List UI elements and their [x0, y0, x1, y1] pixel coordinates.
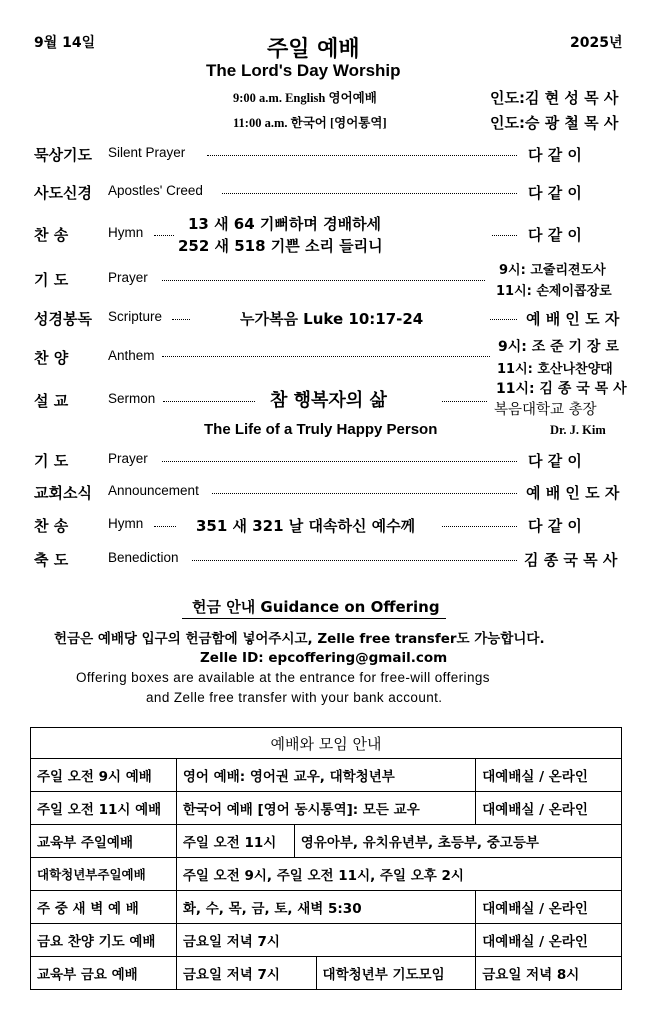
- leader-dots: [442, 401, 487, 402]
- leader-2: 인도:승 광 철 목 사: [490, 114, 619, 132]
- schedule-location: 대예배실 / 온라인: [476, 891, 622, 924]
- leader-dots: [207, 155, 517, 156]
- leader-dots: [492, 235, 517, 236]
- item-responder: 다 같 이: [528, 146, 582, 164]
- item-responder: 다 같 이: [528, 517, 582, 535]
- service-time-1: 9:00 a.m. English 영어예배: [233, 91, 377, 105]
- schedule-name: 금요 찬양 기도 예배: [31, 924, 177, 957]
- table-row: [31, 759, 622, 792]
- item-responder: 11시: 손제이콥장로: [496, 284, 612, 299]
- closing-hymn: 351 새 321 날 대속하신 예수께: [196, 517, 416, 535]
- item-label-ko: 축 도: [34, 551, 69, 569]
- schedule-name: 교육부 주일예배: [31, 825, 177, 858]
- item-label-ko: 기 도: [34, 452, 69, 470]
- item-label-ko: 사도신경: [34, 184, 92, 202]
- leader-dots: [172, 319, 190, 320]
- schedule-name: 주일 오전 11시 예배: [31, 792, 177, 825]
- schedule-time: 금요일 저녁 7시: [176, 957, 316, 990]
- item-responder: 다 같 이: [528, 184, 582, 202]
- offering-line-3: Offering boxes are available at the entrance for free-will offerings: [76, 670, 490, 685]
- item-label-ko: 교회소식: [34, 484, 92, 502]
- leader-dots: [154, 526, 176, 527]
- service-time-2: 11:00 a.m. 한국어 [영어통역]: [233, 116, 387, 130]
- schedule-time: 금요일 저녁 8시: [476, 957, 622, 990]
- schedule-table: [30, 727, 622, 990]
- item-label-ko: 기 도: [34, 271, 69, 289]
- offering-line-4: and Zelle free transfer with your bank account.: [146, 690, 443, 705]
- leader-dots: [162, 356, 490, 357]
- item-label-en: Silent Prayer: [108, 145, 186, 160]
- offering-title: 헌금 안내 Guidance on Offering: [182, 596, 446, 619]
- table-row: [31, 891, 622, 924]
- item-label-ko: 묵상기도: [34, 146, 92, 164]
- schedule-title: 예배와 모임 안내: [31, 728, 622, 759]
- item-responder: 9시: 고줄리젼도사: [499, 263, 606, 278]
- hymn-line-2: 252 새 518 기쁜 소리 들리니: [178, 237, 383, 255]
- item-responder: 다 같 이: [528, 452, 582, 470]
- item-responder: 9시: 조 준 기 장 로: [498, 339, 619, 355]
- table-row: [31, 924, 622, 957]
- item-responder: 11시: 김 종 국 목 사: [496, 381, 627, 397]
- item-label-en: Hymn: [108, 225, 144, 240]
- schedule-location: 대예배실 / 온라인: [476, 792, 622, 825]
- schedule-detail: 주일 오전 9시, 주일 오전 11시, 주일 오후 2시: [176, 858, 621, 891]
- schedule-detail: 금요일 저녁 7시: [176, 924, 475, 957]
- leader-dots: [222, 193, 517, 194]
- leader-dots: [192, 560, 517, 561]
- date-label: 9월 14일: [34, 35, 96, 51]
- preacher-en: Dr. J. Kim: [550, 423, 606, 437]
- schedule-time: 주일 오전 11시: [176, 825, 294, 858]
- item-responder: 11시: 호산나찬양대: [497, 362, 613, 377]
- schedule-detail: 영유아부, 유치유년부, 초등부, 중고등부: [294, 825, 621, 858]
- sermon-title: 참 행복자의 삶: [270, 390, 387, 411]
- schedule-name: 주일 오전 9시 예배: [31, 759, 177, 792]
- page-title: 주일 예배: [267, 37, 360, 62]
- item-label-en: Hymn: [108, 516, 144, 531]
- item-responder: 예 배 인 도 자: [526, 484, 620, 502]
- leader-dots: [490, 319, 517, 320]
- table-row: [31, 825, 622, 858]
- hymn-line-1: 13 새 64 기뻐하며 경배하세: [188, 215, 382, 233]
- item-label-en: Prayer: [108, 270, 148, 285]
- item-label-en: Sermon: [108, 391, 156, 406]
- leader-dots: [163, 401, 255, 402]
- sermon-title-en: The Life of a Truly Happy Person: [204, 421, 438, 438]
- leader-dots: [162, 461, 517, 462]
- leader-dots: [162, 280, 485, 281]
- item-label-en: Benediction: [108, 550, 179, 565]
- item-label-en: Prayer: [108, 451, 148, 466]
- leader-dots: [154, 235, 174, 236]
- table-row: [31, 858, 622, 891]
- schedule-detail: 영어 예배: 영어권 교우, 대학청년부: [176, 759, 475, 792]
- item-label-en: Anthem: [108, 348, 155, 363]
- schedule-detail: 한국어 예배 [영어 동시통역]: 모든 교우: [176, 792, 475, 825]
- page-subtitle: The Lord's Day Worship: [206, 61, 401, 80]
- item-responder: 김 종 국 목 사: [524, 551, 618, 569]
- offering-zelle-id: Zelle ID: epcoffering@gmail.com: [200, 650, 448, 666]
- year-label: 2025년: [570, 35, 623, 51]
- schedule-location: 대예배실 / 온라인: [476, 759, 622, 792]
- offering-line-1: 헌금은 예배당 입구의 헌금함에 넣어주시고, Zelle free transfer도 가능합니다.: [54, 631, 545, 647]
- item-label-ko: 찬 송: [34, 517, 69, 535]
- item-label-ko: 찬 양: [34, 349, 69, 367]
- schedule-name: 교육부 금요 예배: [31, 957, 177, 990]
- item-label-en: Announcement: [108, 483, 199, 498]
- item-label-en: Scripture: [108, 309, 163, 324]
- leader-1: 인도:김 현 성 목 사: [490, 89, 619, 107]
- item-label-ko: 설 교: [34, 392, 69, 410]
- leader-dots: [212, 493, 517, 494]
- schedule-name: 주 중 새 벽 예 배: [31, 891, 177, 924]
- item-responder: 다 같 이: [528, 226, 582, 244]
- schedule-location: 대예배실 / 온라인: [476, 924, 622, 957]
- table-row: [31, 957, 622, 990]
- item-label-en: Apostles' Creed: [108, 183, 203, 198]
- item-responder: 예 배 인 도 자: [526, 310, 620, 328]
- schedule-detail: 화, 수, 목, 금, 토, 새벽 5:30: [176, 891, 475, 924]
- schedule-name: 대학청년부주일예배: [31, 858, 177, 891]
- item-label-ko: 찬 송: [34, 226, 69, 244]
- table-row: [31, 792, 622, 825]
- item-label-ko: 성경봉독: [34, 310, 92, 328]
- item-responder: 복음대학교 총장: [494, 402, 597, 418]
- scripture-reference: 누가복음 Luke 10:17-24: [240, 310, 424, 328]
- leader-dots: [442, 526, 517, 527]
- schedule-detail: 대학청년부 기도모임: [316, 957, 476, 990]
